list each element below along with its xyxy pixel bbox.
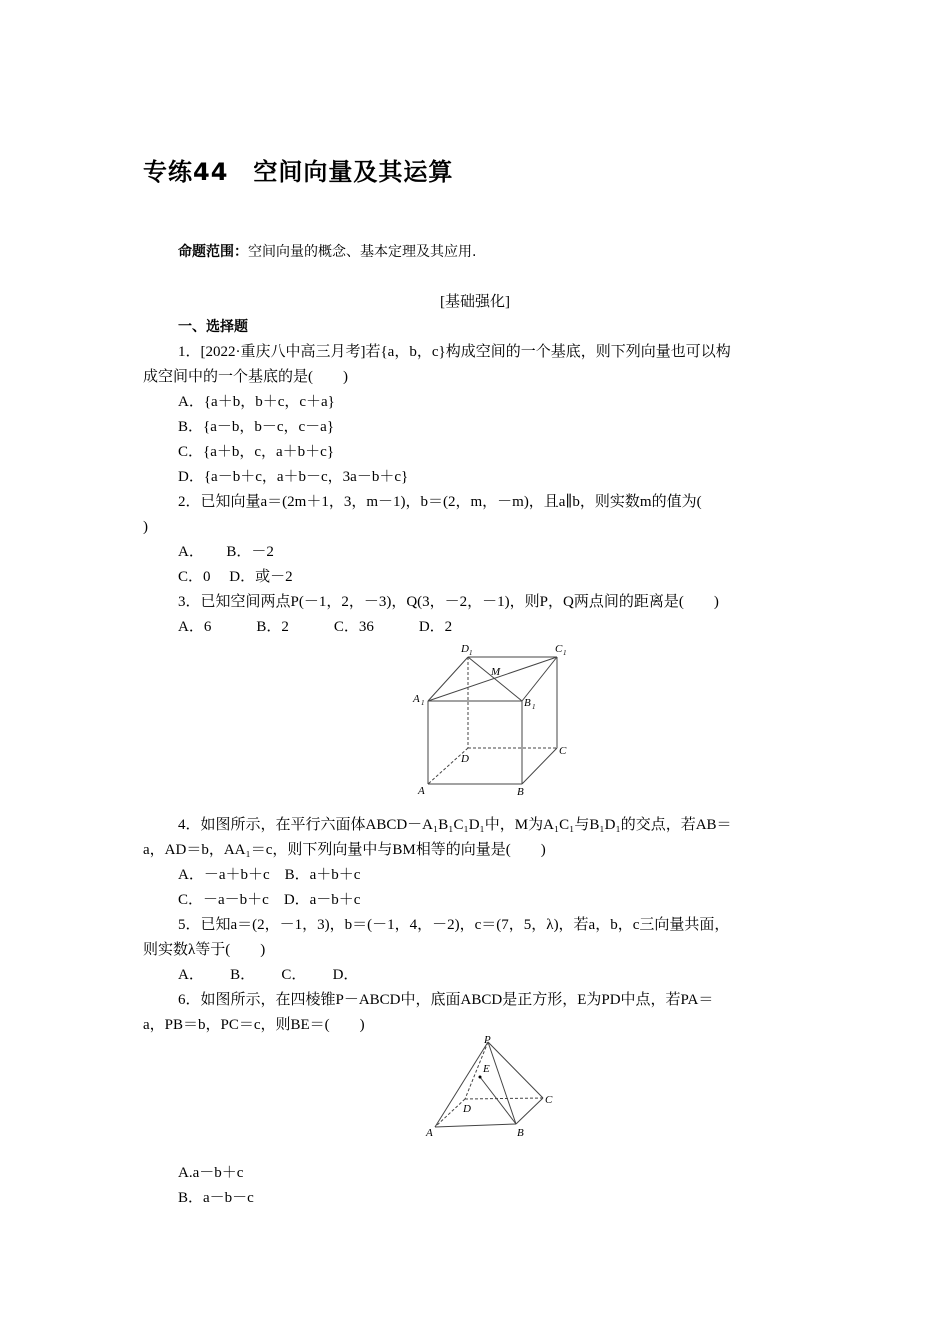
q1-option-b: B．{a－b，b－c，c－a} — [178, 419, 335, 435]
fig1-label-d: D — [461, 753, 469, 765]
q6-line2: a，PB＝b，PC＝c，则BE＝( ) — [143, 1017, 365, 1033]
fig1-label-a: A — [418, 785, 425, 797]
svg-text:1: 1 — [469, 649, 473, 657]
fig2-label-e: E — [483, 1063, 490, 1075]
q1-line2: 成空间中的一个基底的是( ) — [143, 369, 348, 385]
scope-line — [178, 241, 476, 261]
q1-option-d: D．{a－b＋c，a＋b－c，3a－b＋c} — [178, 469, 409, 485]
q1-option-c: C．{a＋b，c，a＋b＋c} — [178, 444, 335, 460]
fig2-label-c: C — [545, 1094, 553, 1106]
fig1-label-c: C — [559, 745, 567, 757]
fig2-label-b: B — [517, 1127, 524, 1139]
fig1-label-a1: A — [413, 693, 420, 705]
page-title: 专练44 空间向量及其运算 — [143, 158, 454, 186]
q4-options-ab: A．－a＋b＋c B．a＋b＋c — [178, 867, 361, 883]
q4-line2: a，AD＝b，AA₁＝c，则下列向量中与BM相等的向量是( ) — [143, 842, 546, 858]
svg-text:1: 1 — [563, 649, 567, 657]
q5-line2: 则实数λ等于( ) — [143, 942, 266, 958]
fig1-label-b1: B — [524, 697, 531, 709]
q4-options-cd: C．－a－b＋c D．a－b＋c — [178, 892, 361, 908]
pyramid-figure — [420, 1033, 560, 1143]
parallelepiped-figure — [405, 638, 585, 803]
q2-options-ab: A． B．－2 — [178, 544, 274, 560]
q4-line1: 4．如图所示，在平行六面体ABCD－A₁B₁C₁D₁中，M为A₁C₁与B₁D₁的交点，若AB＝ — [178, 817, 732, 833]
q2-line2: ) — [143, 519, 148, 535]
fig1-label-m: M — [491, 666, 501, 678]
q6-option-a: A.a－b＋c — [178, 1165, 244, 1181]
fig1-label-c1: C — [555, 643, 563, 655]
scope-label: 命题范围： — [178, 244, 248, 260]
fig1-label-b: B — [517, 786, 524, 798]
section-header: [基础强化] — [440, 294, 510, 310]
fig2-label-a: A — [426, 1127, 433, 1139]
q3-options: A．6 B．2 C．36 D．2 — [178, 619, 453, 635]
fig2-label-d: D — [463, 1103, 471, 1115]
fig2-label-p: P — [484, 1034, 491, 1046]
q5-line1: 5．已知a＝(2，－1，3)，b＝(－1，4，－2)，c＝(7，5，λ)，若a，b，c三向量共面， — [178, 917, 730, 933]
q1-line1: 1．[2022·重庆八中高三月考]若{a，b，c}构成空间的一个基底，则下列向量也可以构 — [178, 344, 731, 360]
q6-option-b: B．a－b－c — [178, 1190, 254, 1206]
fig1-label-d1: D — [461, 643, 469, 655]
q1-option-a: A．{a＋b，b＋c，c＋a} — [178, 394, 335, 410]
svg-text:1: 1 — [532, 703, 536, 711]
q2-line1: 2．已知向量a＝(2m＋1，3，m－1)，b＝(2，m，－m)，且a∥b，则实数m的值为( — [178, 494, 702, 510]
q5-options: A． B． C． D． — [178, 967, 359, 983]
q6-line1: 6．如图所示，在四棱锥P－ABCD中，底面ABCD是正方形，E为PD中点，若PA＝ — [178, 992, 714, 1008]
part-label: 一、选择题 — [178, 319, 248, 335]
q2-options-cd: C．0 D．或－2 — [178, 569, 293, 585]
scope-text: 空间向量的概念、基本定理及其应用. — [248, 244, 477, 260]
q3-line1: 3．已知空间两点P(－1，2，－3)，Q(3，－2，－1)，则P，Q两点间的距离是( ) — [178, 594, 719, 610]
svg-text:1: 1 — [421, 699, 425, 707]
